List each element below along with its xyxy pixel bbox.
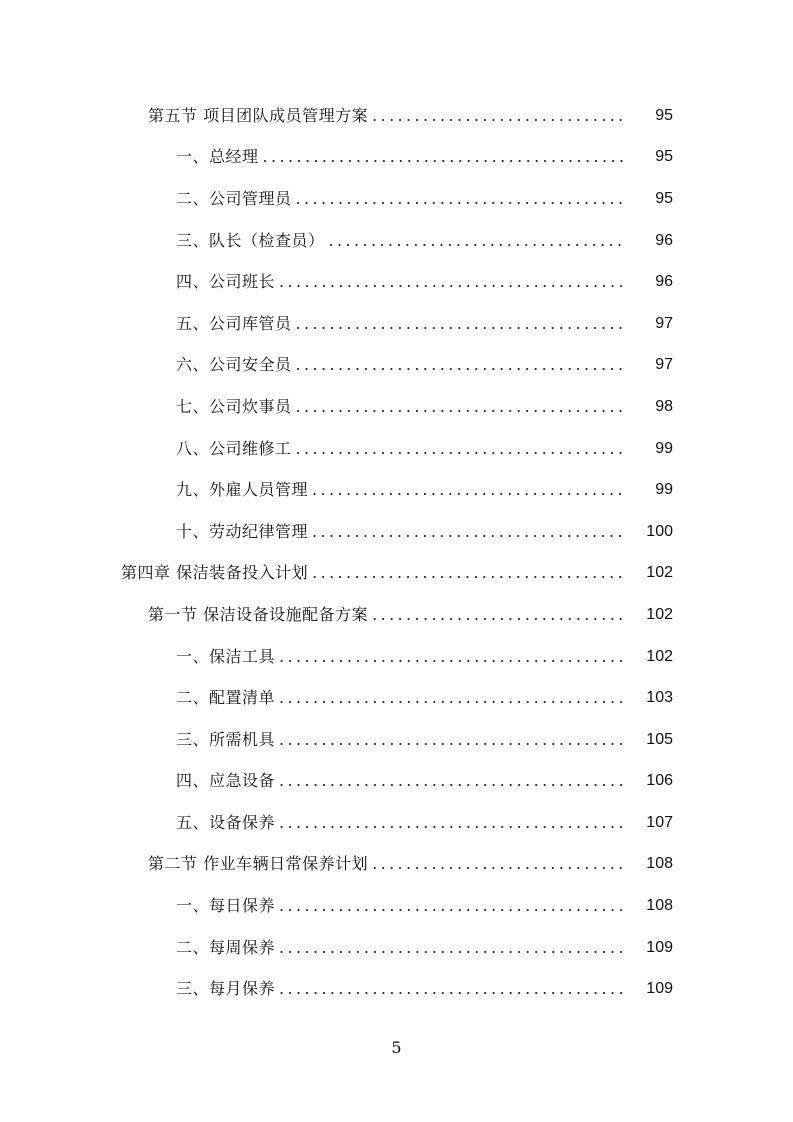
toc-entry[interactable]: [0, 386, 793, 428]
toc-entry-title: 三、所需机具: [176, 729, 276, 749]
toc-entry-title: 三、每月保养: [176, 979, 276, 999]
toc-entry-page: 102: [646, 564, 673, 582]
toc-dot-leader: [279, 647, 625, 667]
toc-entry-title: 六、公司安全员: [176, 355, 292, 375]
toc-dot-leader: [372, 106, 625, 126]
toc-entry[interactable]: [0, 636, 793, 678]
toc-entry-page: 109: [646, 938, 673, 956]
toc-entry[interactable]: [0, 968, 793, 1010]
toc-entry[interactable]: [0, 428, 793, 470]
toc-entry[interactable]: [0, 719, 793, 761]
toc-dot-leader: [279, 979, 625, 999]
toc-entry-page: 103: [646, 689, 673, 707]
page-number: 5: [391, 1038, 402, 1057]
toc-dot-leader: [279, 813, 625, 833]
toc-dot-leader: [263, 147, 625, 167]
toc-entry-title: 一、每日保养: [176, 896, 276, 916]
toc-entry-page: 95: [655, 148, 673, 166]
toc-entry-title: 四、公司班长: [176, 272, 276, 292]
toc-dot-leader: [296, 439, 625, 459]
toc-entry-title: 一、总经理: [176, 147, 259, 167]
toc-dot-leader: [312, 563, 625, 583]
toc-entry-page: 95: [655, 189, 673, 207]
toc-dot-leader: [372, 605, 625, 625]
toc-entry-page: 98: [655, 397, 673, 415]
toc-entry[interactable]: [0, 137, 793, 179]
toc-dot-leader: [296, 189, 625, 209]
toc-entry[interactable]: [0, 261, 793, 303]
toc-dot-leader: [279, 938, 625, 958]
toc-entry-title: 九、外雇人员管理: [176, 480, 309, 500]
toc-entry-title: 二、每周保养: [176, 937, 276, 957]
toc-entry[interactable]: [0, 95, 793, 137]
toc-entry-title: 第一节 保洁设备设施配备方案: [148, 604, 369, 624]
toc-entry-title: 一、保洁工具: [176, 646, 276, 666]
toc-entry[interactable]: [0, 303, 793, 345]
toc-dot-leader: [312, 522, 625, 542]
toc-entry-title: 八、公司维修工: [176, 438, 292, 458]
toc-dot-leader: [329, 231, 625, 251]
toc-dot-leader: [296, 397, 625, 417]
toc-dot-leader: [279, 896, 625, 916]
toc-entry[interactable]: [0, 345, 793, 387]
toc-dot-leader: [279, 688, 625, 708]
toc-entry-page: 99: [655, 439, 673, 457]
toc-entry[interactable]: [0, 802, 793, 844]
toc-entry[interactable]: [0, 469, 793, 511]
toc-entry-page: 97: [655, 314, 673, 332]
toc-entry[interactable]: [0, 178, 793, 220]
toc-dot-leader: [279, 771, 625, 791]
toc-entry-title: 五、设备保养: [176, 812, 276, 832]
toc-entry-page: 102: [646, 647, 673, 665]
table-of-contents: [0, 95, 793, 1010]
toc-entry-page: 109: [646, 980, 673, 998]
toc-entry-page: 107: [646, 813, 673, 831]
toc-entry-page: 105: [646, 730, 673, 748]
toc-dot-leader: [279, 730, 625, 750]
toc-entry[interactable]: [0, 677, 793, 719]
toc-dot-leader: [279, 272, 625, 292]
toc-entry-page: 96: [655, 231, 673, 249]
toc-entry-page: 108: [646, 855, 673, 873]
toc-entry-page: 100: [646, 522, 673, 540]
toc-entry-title: 二、配置清单: [176, 688, 276, 708]
toc-entry-page: 95: [655, 106, 673, 124]
toc-entry[interactable]: [0, 594, 793, 636]
toc-entry-title: 二、公司管理员: [176, 188, 292, 208]
toc-entry-page: 106: [646, 772, 673, 790]
toc-dot-leader: [312, 480, 625, 500]
toc-dot-leader: [296, 355, 625, 375]
toc-entry-title: 第二节 作业车辆日常保养计划: [148, 854, 369, 874]
toc-dot-leader: [296, 314, 625, 334]
toc-entry[interactable]: [0, 553, 793, 595]
toc-entry[interactable]: [0, 511, 793, 553]
toc-entry-title: 十、劳动纪律管理: [176, 521, 309, 541]
toc-entry-title: 四、应急设备: [176, 771, 276, 791]
toc-entry-title: 第五节 项目团队成员管理方案: [148, 105, 369, 125]
toc-entry[interactable]: [0, 927, 793, 969]
toc-entry[interactable]: [0, 761, 793, 803]
toc-entry-title: 五、公司库管员: [176, 313, 292, 333]
toc-entry-page: 96: [655, 273, 673, 291]
toc-dot-leader: [372, 854, 625, 874]
toc-entry[interactable]: [0, 885, 793, 927]
toc-entry-page: 108: [646, 897, 673, 915]
toc-entry-page: 102: [646, 605, 673, 623]
toc-entry[interactable]: [0, 220, 793, 262]
toc-entry[interactable]: [0, 844, 793, 886]
toc-entry-title: 七、公司炊事员: [176, 396, 292, 416]
toc-entry-title: 第四章 保洁装备投入计划: [121, 563, 309, 583]
toc-entry-title: 三、队长（检查员）: [176, 230, 325, 250]
toc-entry-page: 97: [655, 356, 673, 374]
toc-entry-page: 99: [655, 481, 673, 499]
